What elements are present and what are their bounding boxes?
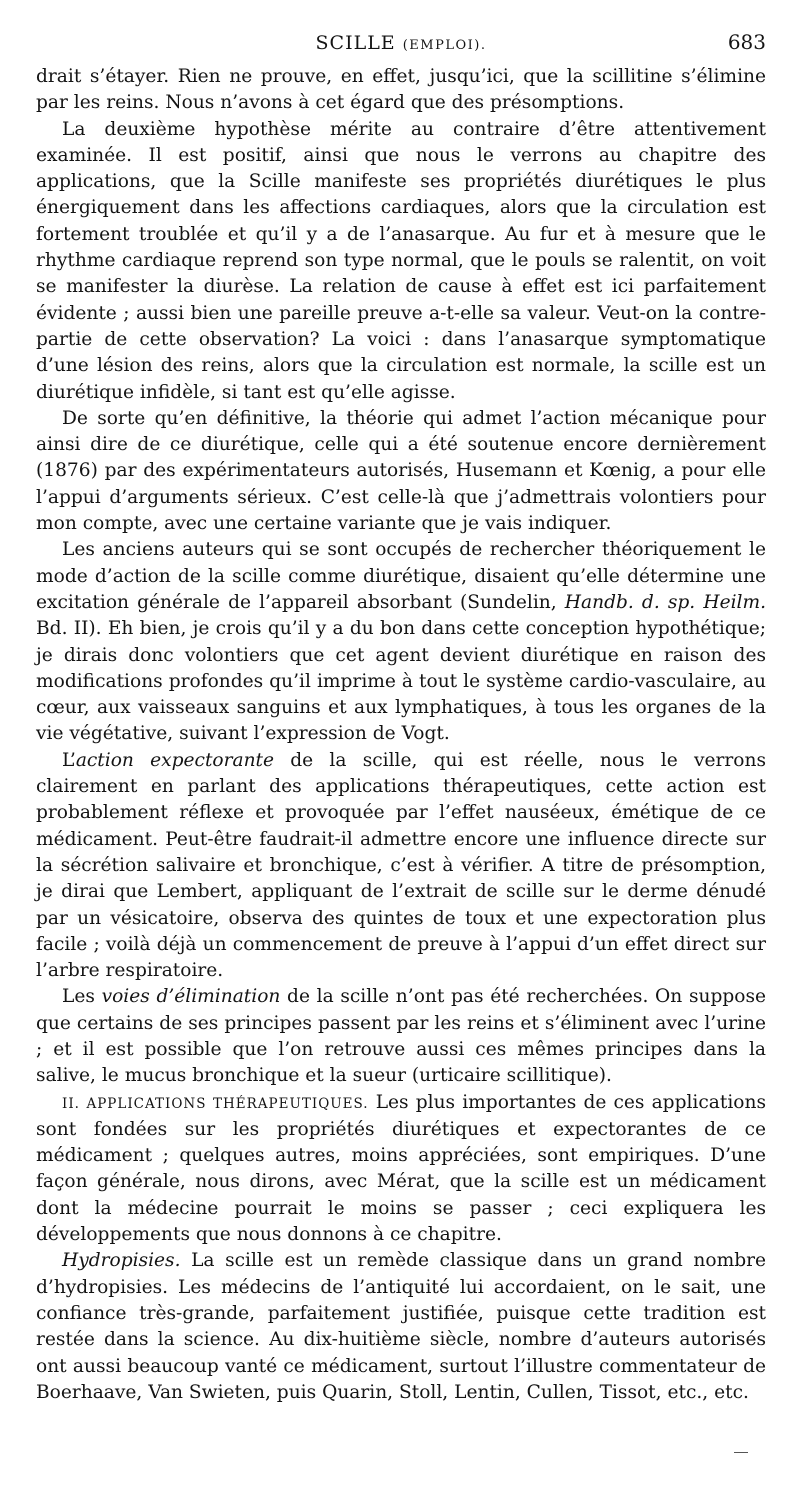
running-head-title: SCILLE	[315, 32, 396, 54]
section-heading: II. APPLICATIONS THÉRAPEUTIQUES.	[62, 1095, 369, 1112]
citation-italic: Handb. d. sp. Heilm.	[564, 591, 767, 613]
paragraph-second-hypothesis	[36, 117, 766, 406]
paragraph-expectorant-action	[36, 748, 766, 985]
paragraph-text: de la scille, qui est réelle, nous le verrons clairement en parlant des applications thérapeutiques, cette action est probablement réflexe et provoquée par l’effet nauséeux, émétique de ce médicament. Peut-être faudrait-il admettre encore une influence directe sur la sécrétion salivaire et bronchique, c’est à vérifier. A titre de présomption, je dirai que Lembert, appliquant de l’extrait de scille sur le derme dénudé par un vésicatoire, observa des quintes de toux et une expectoration plus facile ; voilà déjà un commencement de preuve à l’appui d’un effet direct sur l’arbre respiratoire.	[36, 749, 766, 982]
paragraph-text: Les anciens auteurs qui se sont occupés de rechercher théoriquement le mode d’action de la scille comme diurétique, disaient qu’elle détermine une excitation générale de l’appareil absorbant (Sundelin,	[36, 539, 766, 613]
page-header	[36, 30, 766, 64]
paragraph-hydropisies	[36, 1248, 766, 1406]
page-number: 683	[727, 30, 766, 54]
body-text	[36, 64, 766, 1406]
paragraph-elimination	[36, 984, 766, 1089]
footer-dash	[734, 1452, 748, 1453]
paragraph-continuation	[36, 64, 766, 117]
term-italic: action expectorante	[75, 749, 275, 771]
term-italic: voies d’élimination	[101, 986, 281, 1008]
paragraph-theory	[36, 406, 766, 537]
paragraph-text: Bd. II). Eh bien, je crois qu’il y a du bon dans cette conception hypothétique; je dirais donc volontiers que cet agent devient diurétique en raison des modifications profondes qu’il imprime à tout le système cardio-vasculaire, au cœur, aux vaisseaux sanguins et aux lymphatiques, à tous les organes de la vie végétative, suivant l’expression de Vogt.	[36, 618, 766, 745]
paragraph-text: Les plus importantes de ces applications sont fondées sur les propriétés diurétiques et expectorantes de ce médicament ; quelques autres, moins appréciées, sont empiriques. D’une façon générale, nous dirons, avec Mérat, que la scille est un médicament dont la médecine pourrait le moins se passer ; ceci expliquera les développements que nous donnons à ce chapitre.	[36, 1091, 766, 1246]
running-head-subtitle: (EMPLOI).	[402, 38, 487, 53]
paragraph-text: De sorte qu’en définitive, la théorie qui admet l’action mécanique pour ainsi dire de ce diurétique, celle qui a été soutenue encore dernièrement (1876) par des expérimentateurs autorisés, Husemann et Kœnig, a pour elle l’appui d’arguments sérieux. C’est celle-là que j’admettrais volontiers pour mon compte, avec une certaine variante que je vais indiquer.	[36, 407, 766, 535]
paragraph-therapeutic-applications	[36, 1090, 766, 1249]
subsection-heading: Hydropisies.	[62, 1250, 181, 1272]
paragraph-text: Les	[62, 986, 102, 1008]
paragraph-text: de la scille n’ont pas été recherchées. On suppose que certains de ses principes passent par les reins et s’éliminent avec l’urine ; et il est possible que l’on retrouve aussi ces mêmes principes dans la salive, le mucus bronchique et la sueur (urticaire scillitique).	[36, 986, 767, 1087]
paragraph-text: L’	[62, 749, 76, 771]
paragraph-text: La scille est un remède classique dans un grand nombre d’hydropisies. Les médecins de l’antiquité lui accordaient, on le sait, une confiance très-grande, parfaitement justifiée, puisque cette tradition est restée dans la science. Au dix-huitième siècle, nombre d’auteurs autorisés ont aussi beaucoup vanté ce médicament, surtout l’illustre commentateur de Boerhaave, Van Swieten, puis Quarin, Stoll, Lentin, Cullen, Tissot, etc., etc.	[36, 1250, 766, 1403]
paragraph-ancient-authors	[36, 537, 766, 747]
paragraph-text: La deuxième hypothèse mérite au contraire d’être attentivement examinée. Il est positif, ainsi que nous le verrons au chapitre des applications, que la Scille manifeste ses propriétés diurétiques le plus énergiquement dans les affections cardiaques, alors que la circulation est fortement troublée et qu’il y a de l’anasarque. Au fur et à mesure que le rhythme cardiaque reprend son type normal, que le pouls se ralentit, on voit se manifester la diurèse. La relation de cause à effet est ici parfaitement évidente ; aussi bien une pareille preuve a-t-elle sa valeur. Veut-on la contre-partie de cette observation? La voici : dans l’anasarque symptomatique d’une lésion des reins, alors que la circulation est normale, la scille est un diurétique infidèle, si tant est qu’elle agisse.	[36, 118, 766, 403]
running-head	[36, 32, 766, 54]
paragraph-text: drait s’étayer. Rien ne prouve, en effet, jusqu’ici, que la scillitine s’élimine par les reins. Nous n’avons à cet égard que des présomptions.	[36, 66, 766, 114]
